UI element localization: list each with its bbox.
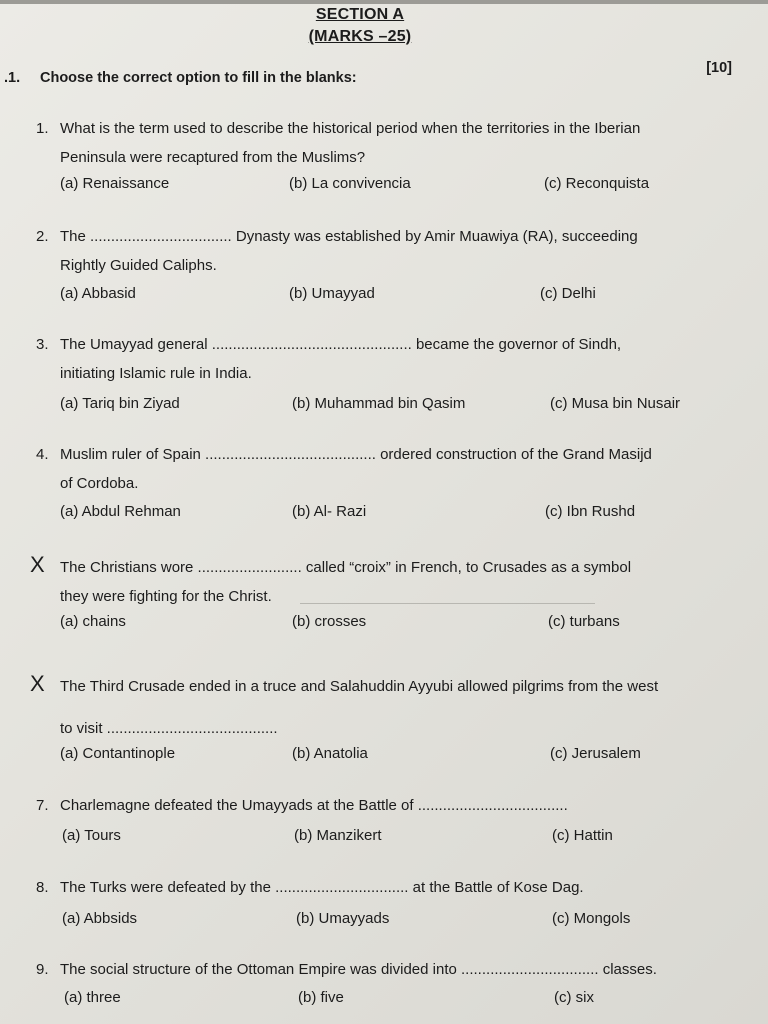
option-b: (b) Al- Razi [292,503,367,520]
section-marks: (MARKS –25) [308,28,412,45]
item-text-line1: The social structure of the Ottoman Empire was divided into ................................. classes. [60,961,657,978]
item-text-line1: The .................................. Dynasty was established by Amir Muawiya (RA), succeeding [60,228,638,245]
question-marks: [10] [706,60,732,76]
option-c: (c) Ibn Rushd [545,503,636,520]
option-c: (c) Jerusalem [550,745,641,762]
option-b: (b) crosses [292,613,367,630]
option-c: (c) Mongols [552,910,631,927]
item-text-line2: Peninsula were recaptured from the Muslims? [60,149,366,166]
question-item-1 [36,114,752,172]
option-a: (a) three [64,989,121,1006]
item-text-line1: The Turks were defeated by the ................................ at the Battle of Kose Dag. [60,879,584,896]
option-c: (c) turbans [548,613,620,630]
question-item-9 [36,955,752,984]
item-text-line2: to visit ......................................... [60,720,278,737]
question-item-2 [36,222,752,280]
item-text-line2: initiating Islamic rule in India. [60,365,252,382]
option-c: (c) Hattin [552,827,613,844]
question-heading [4,70,357,86]
item-text-line2: Rightly Guided Caliphs. [60,257,217,274]
option-c: (c) Musa bin Nusair [550,395,681,412]
question-item-4 [36,440,752,498]
option-b: (b) Manzikert [294,827,382,844]
item-number: 3. [36,336,49,353]
option-b: (b) five [298,989,344,1006]
option-a: (a) Tours [62,827,121,844]
option-b: (b) Muhammad bin Qasim [292,395,466,412]
option-c: (c) Delhi [540,285,596,302]
option-b: (b) Umayyads [296,910,390,927]
option-b: (b) Anatolia [292,745,368,762]
question-instruction: Choose the correct option to fill in the blanks: [40,70,357,86]
option-a: (a) Abdul Rehman [60,503,181,520]
handwritten-cross-mark: X [30,552,45,577]
item-number: 7. [36,797,49,814]
question-item-7 [36,791,752,820]
option-c: (c) Reconquista [544,175,650,192]
item-number: 8. [36,879,49,896]
question-item-3 [36,330,752,388]
item-text-line1: The Umayyad general ................................................ became the governor of Sindh, [60,336,622,353]
item-number: 2. [36,228,49,245]
question-number: .1. [4,70,21,86]
item-number: 9. [36,961,49,978]
option-c: (c) six [554,989,594,1006]
option-a: (a) Contantinople [60,745,176,762]
item-text-line2: they were fighting for the Christ. [60,588,272,605]
question-item-6 [30,660,752,753]
question-item-8 [36,873,752,902]
option-b: (b) Umayyad [289,285,375,302]
item-number: 1. [36,120,49,137]
option-a: (a) Tariq bin Ziyad [60,395,180,412]
section-title: SECTION A [315,6,405,23]
option-a: (a) Abbsids [62,910,138,927]
handwritten-cross-mark: X [30,671,45,696]
item-text-line1: The Third Crusade ended in a truce and Salahuddin Ayyubi allowed pilgrims from the west [60,678,659,695]
option-a: (a) Renaissance [60,175,170,192]
option-b: (b) La convivencia [289,175,411,192]
item-text-line1: What is the term used to describe the historical period when the territories in the Iberian [60,120,641,137]
item-text-line1: The Christians wore ......................... called “croix” in French, to Crusades as a symbol [60,559,632,576]
item-number: 4. [36,446,49,463]
item-text-line1: Charlemagne defeated the Umayyads at the Battle of .................................... [60,797,568,814]
option-a: (a) chains [60,613,126,630]
pencil-underline [300,603,595,604]
option-a: (a) Abbasid [60,285,136,302]
question-item-5 [30,550,752,611]
item-text-line2: of Cordoba. [60,475,139,492]
item-text-line1: Muslim ruler of Spain ......................................... ordered construction of the Grand Masijd [60,446,652,463]
